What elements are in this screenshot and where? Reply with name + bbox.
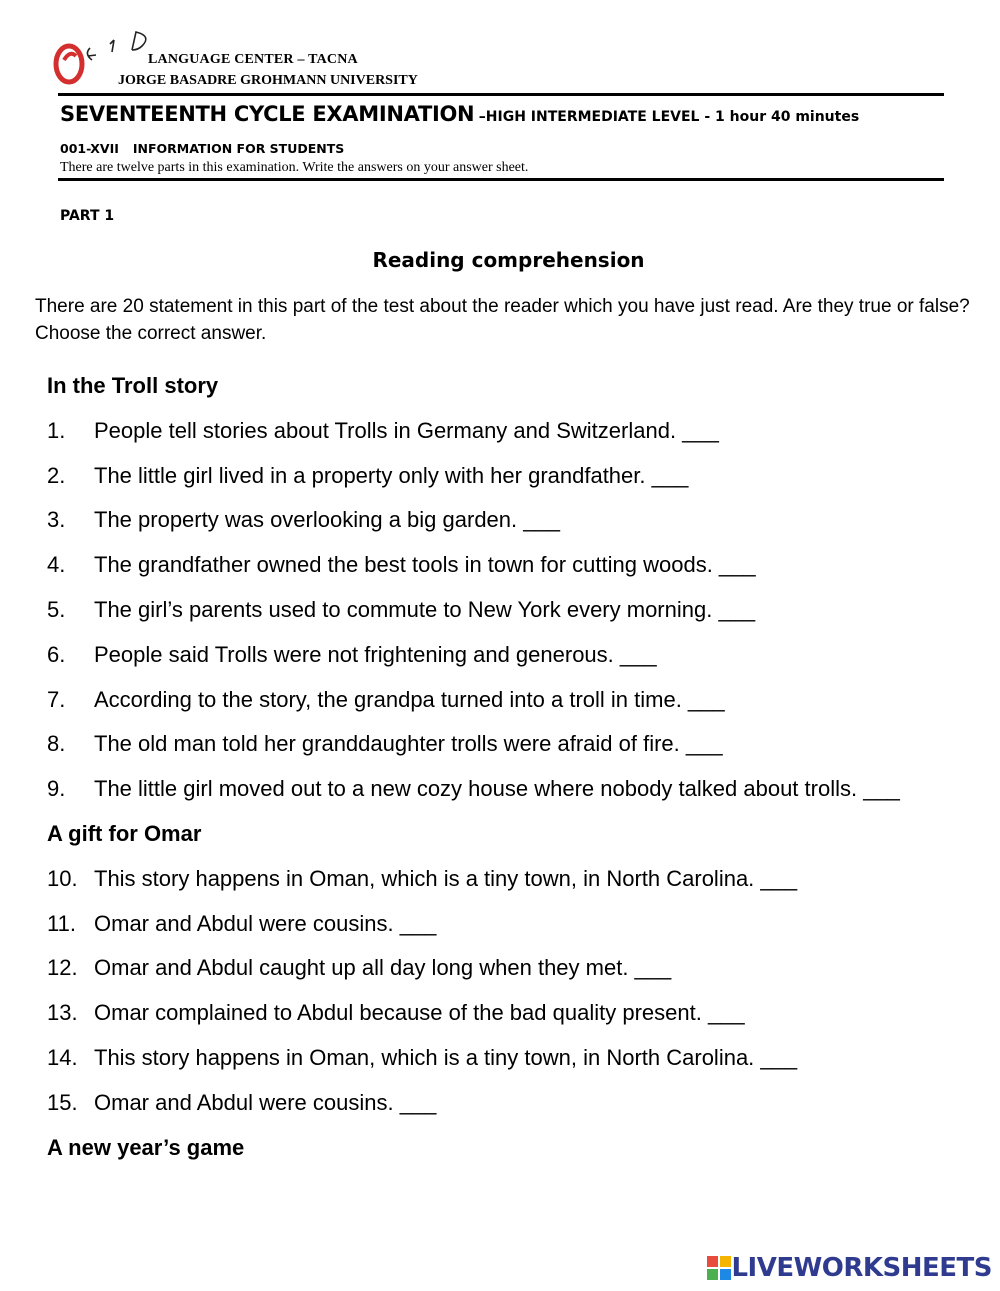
exam-title-main: SEVENTEENTH CYCLE EXAMINATION [60, 102, 475, 126]
question-item [47, 994, 992, 1039]
question-item [47, 1084, 992, 1129]
question-item [47, 1039, 992, 1084]
question-number: 14. [47, 1044, 78, 1070]
question-text: This story happens in Oman, which is a tiny town, in North Carolina. ___ [94, 1044, 798, 1070]
question-number: 3. [47, 507, 66, 533]
question-number: 6. [47, 641, 66, 667]
question-number: 1. [47, 417, 66, 443]
question-number: 13. [47, 1000, 78, 1026]
question-text: Omar and Abdul were cousins. ___ [94, 910, 437, 936]
question-text: The girl’s parents used to commute to New York every morning. ___ [94, 596, 756, 622]
exam-code: 001-XVII [60, 141, 119, 156]
question-item [47, 905, 992, 950]
question-item [47, 949, 992, 994]
question-number: 9. [47, 776, 66, 802]
question-number: 7. [47, 686, 66, 712]
question-item [47, 770, 992, 815]
question-number: 8. [47, 731, 66, 757]
question-text: The grandfather owned the best tools in town for cutting woods. ___ [94, 552, 756, 578]
center-name: LANGUAGE CENTER – TACNA [148, 52, 358, 67]
exam-title-level: –HIGH INTERMEDIATE LEVEL - 1 hour 40 minutes [478, 109, 860, 125]
question-text: According to the story, the grandpa turned into a troll in time. ___ [94, 686, 725, 712]
question-number: 10. [47, 865, 78, 891]
section-title: Reading comprehension [372, 248, 645, 272]
question-number: 5. [47, 596, 66, 622]
question-number: 11. [47, 910, 76, 936]
story-heading: A gift for Omar [47, 820, 202, 846]
question-list [47, 367, 992, 1173]
question-item [47, 591, 992, 636]
question-item [47, 457, 992, 502]
question-item [47, 546, 992, 591]
question-text: People tell stories about Trolls in Germany and Switzerland. ___ [94, 417, 719, 443]
story-heading: A new year’s game [47, 1134, 245, 1160]
question-text: The old man told her granddaughter trolls were afraid of fire. ___ [94, 731, 723, 757]
question-text: This story happens in Oman, which is a tiny town, in North Carolina. ___ [94, 865, 798, 891]
liveworksheets-brand: LIVEWORKSHEETS [731, 1253, 992, 1283]
question-item [47, 681, 992, 726]
question-text: Omar and Abdul were cousins. ___ [94, 1089, 437, 1115]
question-text: The little girl moved out to a new cozy house where nobody talked about trolls. ___ [94, 776, 900, 802]
question-item [47, 860, 992, 905]
question-text: Omar complained to Abdul because of the bad quality present. ___ [94, 1000, 745, 1026]
instructions: There are 20 statement in this part of the test about the reader which you have just read. Are they true or false? Choose the correct answer. [35, 296, 970, 344]
info-text: There are twelve parts in this examination. Write the answers on your answer sheet. [60, 160, 529, 175]
question-number: 12. [47, 955, 78, 981]
header-divider-top [58, 93, 944, 96]
question-text: People said Trolls were not frightening and generous. ___ [94, 641, 657, 667]
part-label: PART 1 [60, 208, 115, 224]
question-item [47, 725, 992, 770]
liveworksheets-watermark [707, 1253, 992, 1283]
question-number: 15. [47, 1089, 78, 1115]
question-text: The little girl lived in a property only with her grandfather. ___ [94, 462, 689, 488]
question-item [47, 412, 992, 457]
info-heading: INFORMATION FOR STUDENTS [132, 141, 345, 156]
question-number: 2. [47, 462, 66, 488]
exam-title [60, 102, 859, 126]
question-number: 4. [47, 552, 66, 578]
story-heading: In the Troll story [47, 373, 219, 398]
header-divider-bottom [58, 178, 944, 181]
question-item [47, 636, 992, 681]
question-text: Omar and Abdul caught up all day long when they met. ___ [94, 955, 672, 981]
question-item [47, 501, 992, 546]
liveworksheets-logo-icon [707, 1256, 731, 1280]
info-line [60, 141, 344, 156]
question-text: The property was overlooking a big garden. ___ [94, 507, 560, 533]
university-name: JORGE BASADRE GROHMANN UNIVERSITY [118, 73, 418, 88]
